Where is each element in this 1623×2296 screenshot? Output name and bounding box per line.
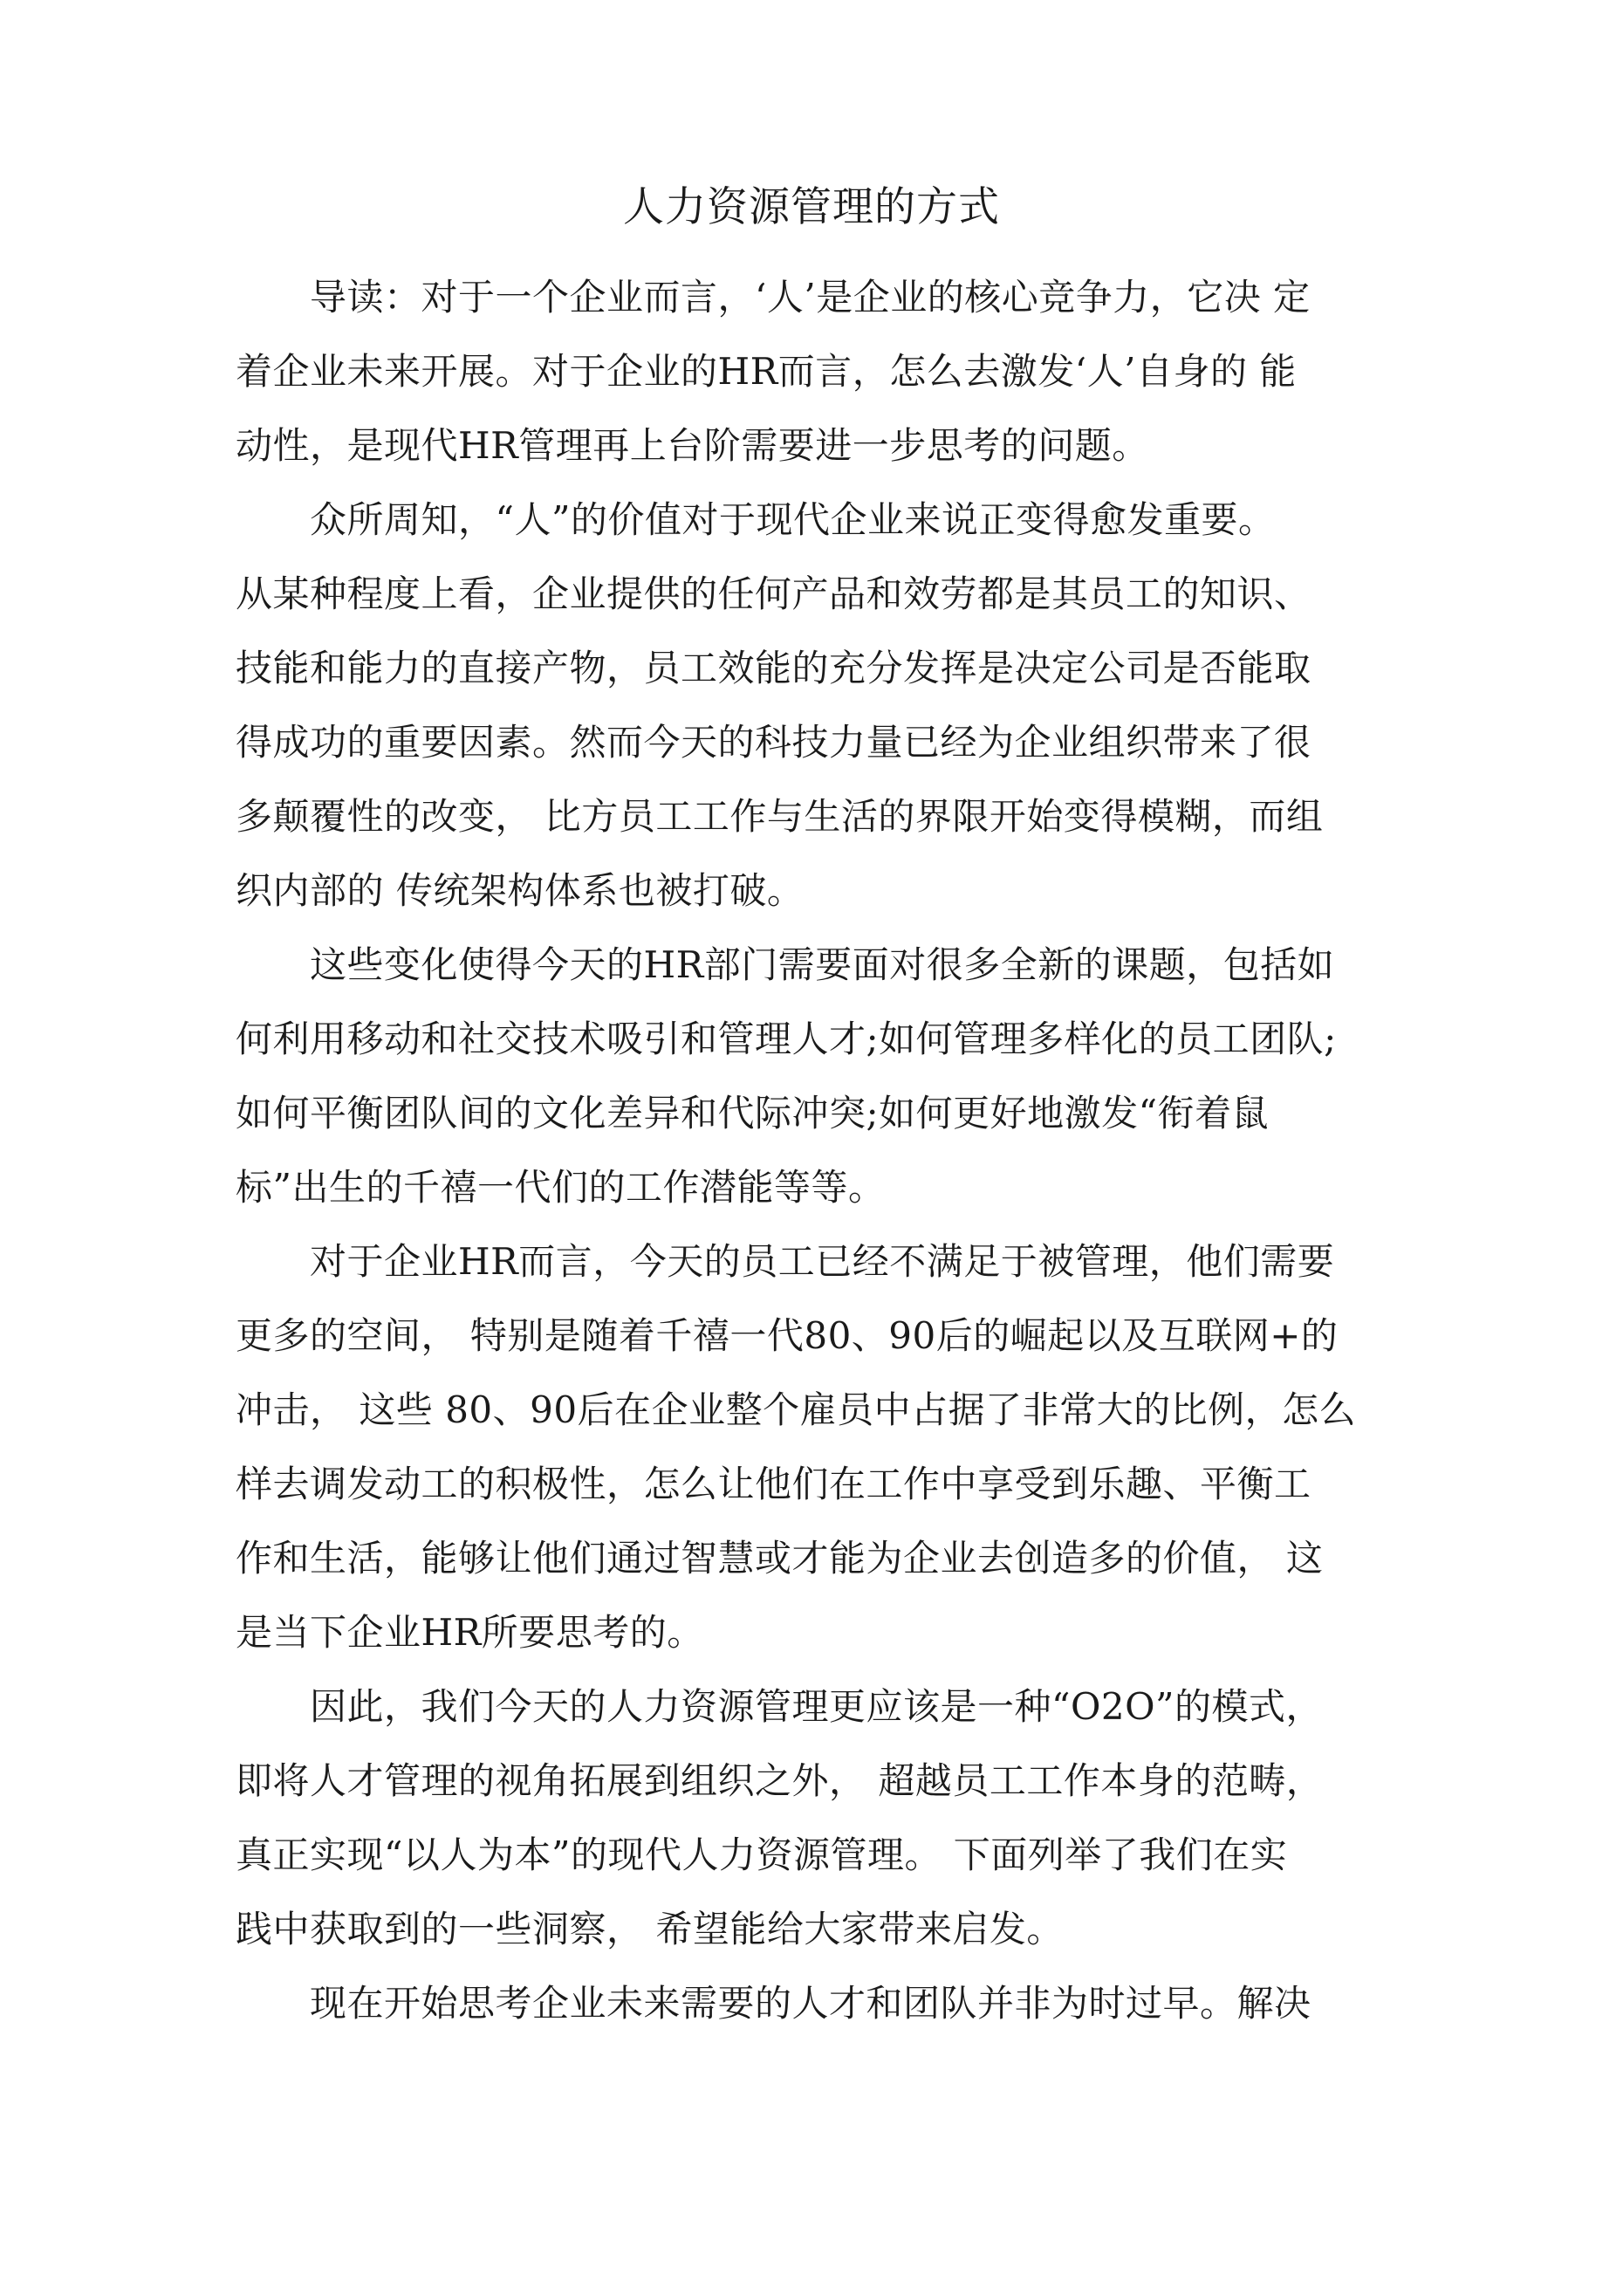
paragraph-line: 作和生活，能够让他们通过智慧或才能为企业去创造多的价值， 这 [236, 1537, 1324, 1580]
paragraph-line: 众所周知，“人”的价值对于现代企业来说正变得愈发重要。 [310, 498, 1276, 541]
paragraph-line: 这些变化使得今天的HR部门需要面对很多全新的课题，包括如 [310, 943, 1335, 986]
paragraph-line: 如何平衡团队间的文化差异和代际冲突;如何更好地激发“衔着鼠 [236, 1092, 1270, 1134]
paragraph-line: 技能和能力的直接产物，员工效能的充分发挥是决定公司是否能取 [236, 647, 1311, 689]
paragraph-line: 动性，是现代HR管理再上台阶需要进一步思考的问题。 [236, 424, 1149, 467]
paragraph-line: 冲击， 这些 80、90后在企业整个雇员中占据了非常大的比例，怎么 [236, 1388, 1357, 1431]
paragraph-line: 现在开始思考企业未来需要的人才和团队并非为时过早。解决 [310, 1982, 1311, 2025]
paragraph-line: 更多的空间， 特别是随着千禧一代80、90后的崛起以及互联网+的 [236, 1314, 1339, 1357]
paragraph-line: 从某种程度上看，企业提供的任何产品和效劳都是其员工的知识、 [236, 572, 1311, 615]
paragraph-line: 何利用移动和社交技术吸引和管理人才;如何管理多样化的员工团队; [236, 1018, 1337, 1060]
paragraph-line: 是当下企业HR所要思考的。 [236, 1611, 704, 1654]
paragraph-line: 样去调发动工的积极性，怎么让他们在工作中享受到乐趣、平衡工 [236, 1463, 1311, 1505]
paragraph-line: 即将人才管理的视角拓展到组织之外， 超越员工工作本身的范畴， [236, 1759, 1324, 1802]
paragraph-line: 得成功的重要因素。然而今天的科技力量已经为企业组织带来了很 [236, 721, 1311, 764]
paragraph-line: 织内部的 传统架构体系也被打破。 [236, 869, 805, 912]
paragraph-line: 践中获取到的一些洞察， 希望能给大家带来启发。 [236, 1908, 1064, 1950]
paragraph-line: 对于企业HR而言，今天的员工已经不满足于被管理，他们需要 [310, 1240, 1335, 1283]
paragraph-line: 标”出生的千禧一代们的工作潜能等等。 [236, 1166, 886, 1209]
paragraph-line: 多颠覆性的改变， 比方员工工作与生活的界限开始变得模糊，而组 [236, 795, 1324, 838]
paragraph-line: 导读：对于一个企业而言，‘人’是企业的核心竞争力，它决 定 [310, 276, 1311, 319]
paragraph-line: 着企业未来开展。对于企业的HR而言，怎么去激发‘人’自身的 能 [236, 350, 1297, 393]
document-title: 人力资源管理的方式 [623, 183, 1000, 231]
paragraph-line: 因此，我们今天的人力资源管理更应该是一种“O2O”的模式， [310, 1685, 1324, 1728]
paragraph-line: 真正实现“以人为本”的现代人力资源管理。 下面列举了我们在实 [236, 1833, 1288, 1876]
